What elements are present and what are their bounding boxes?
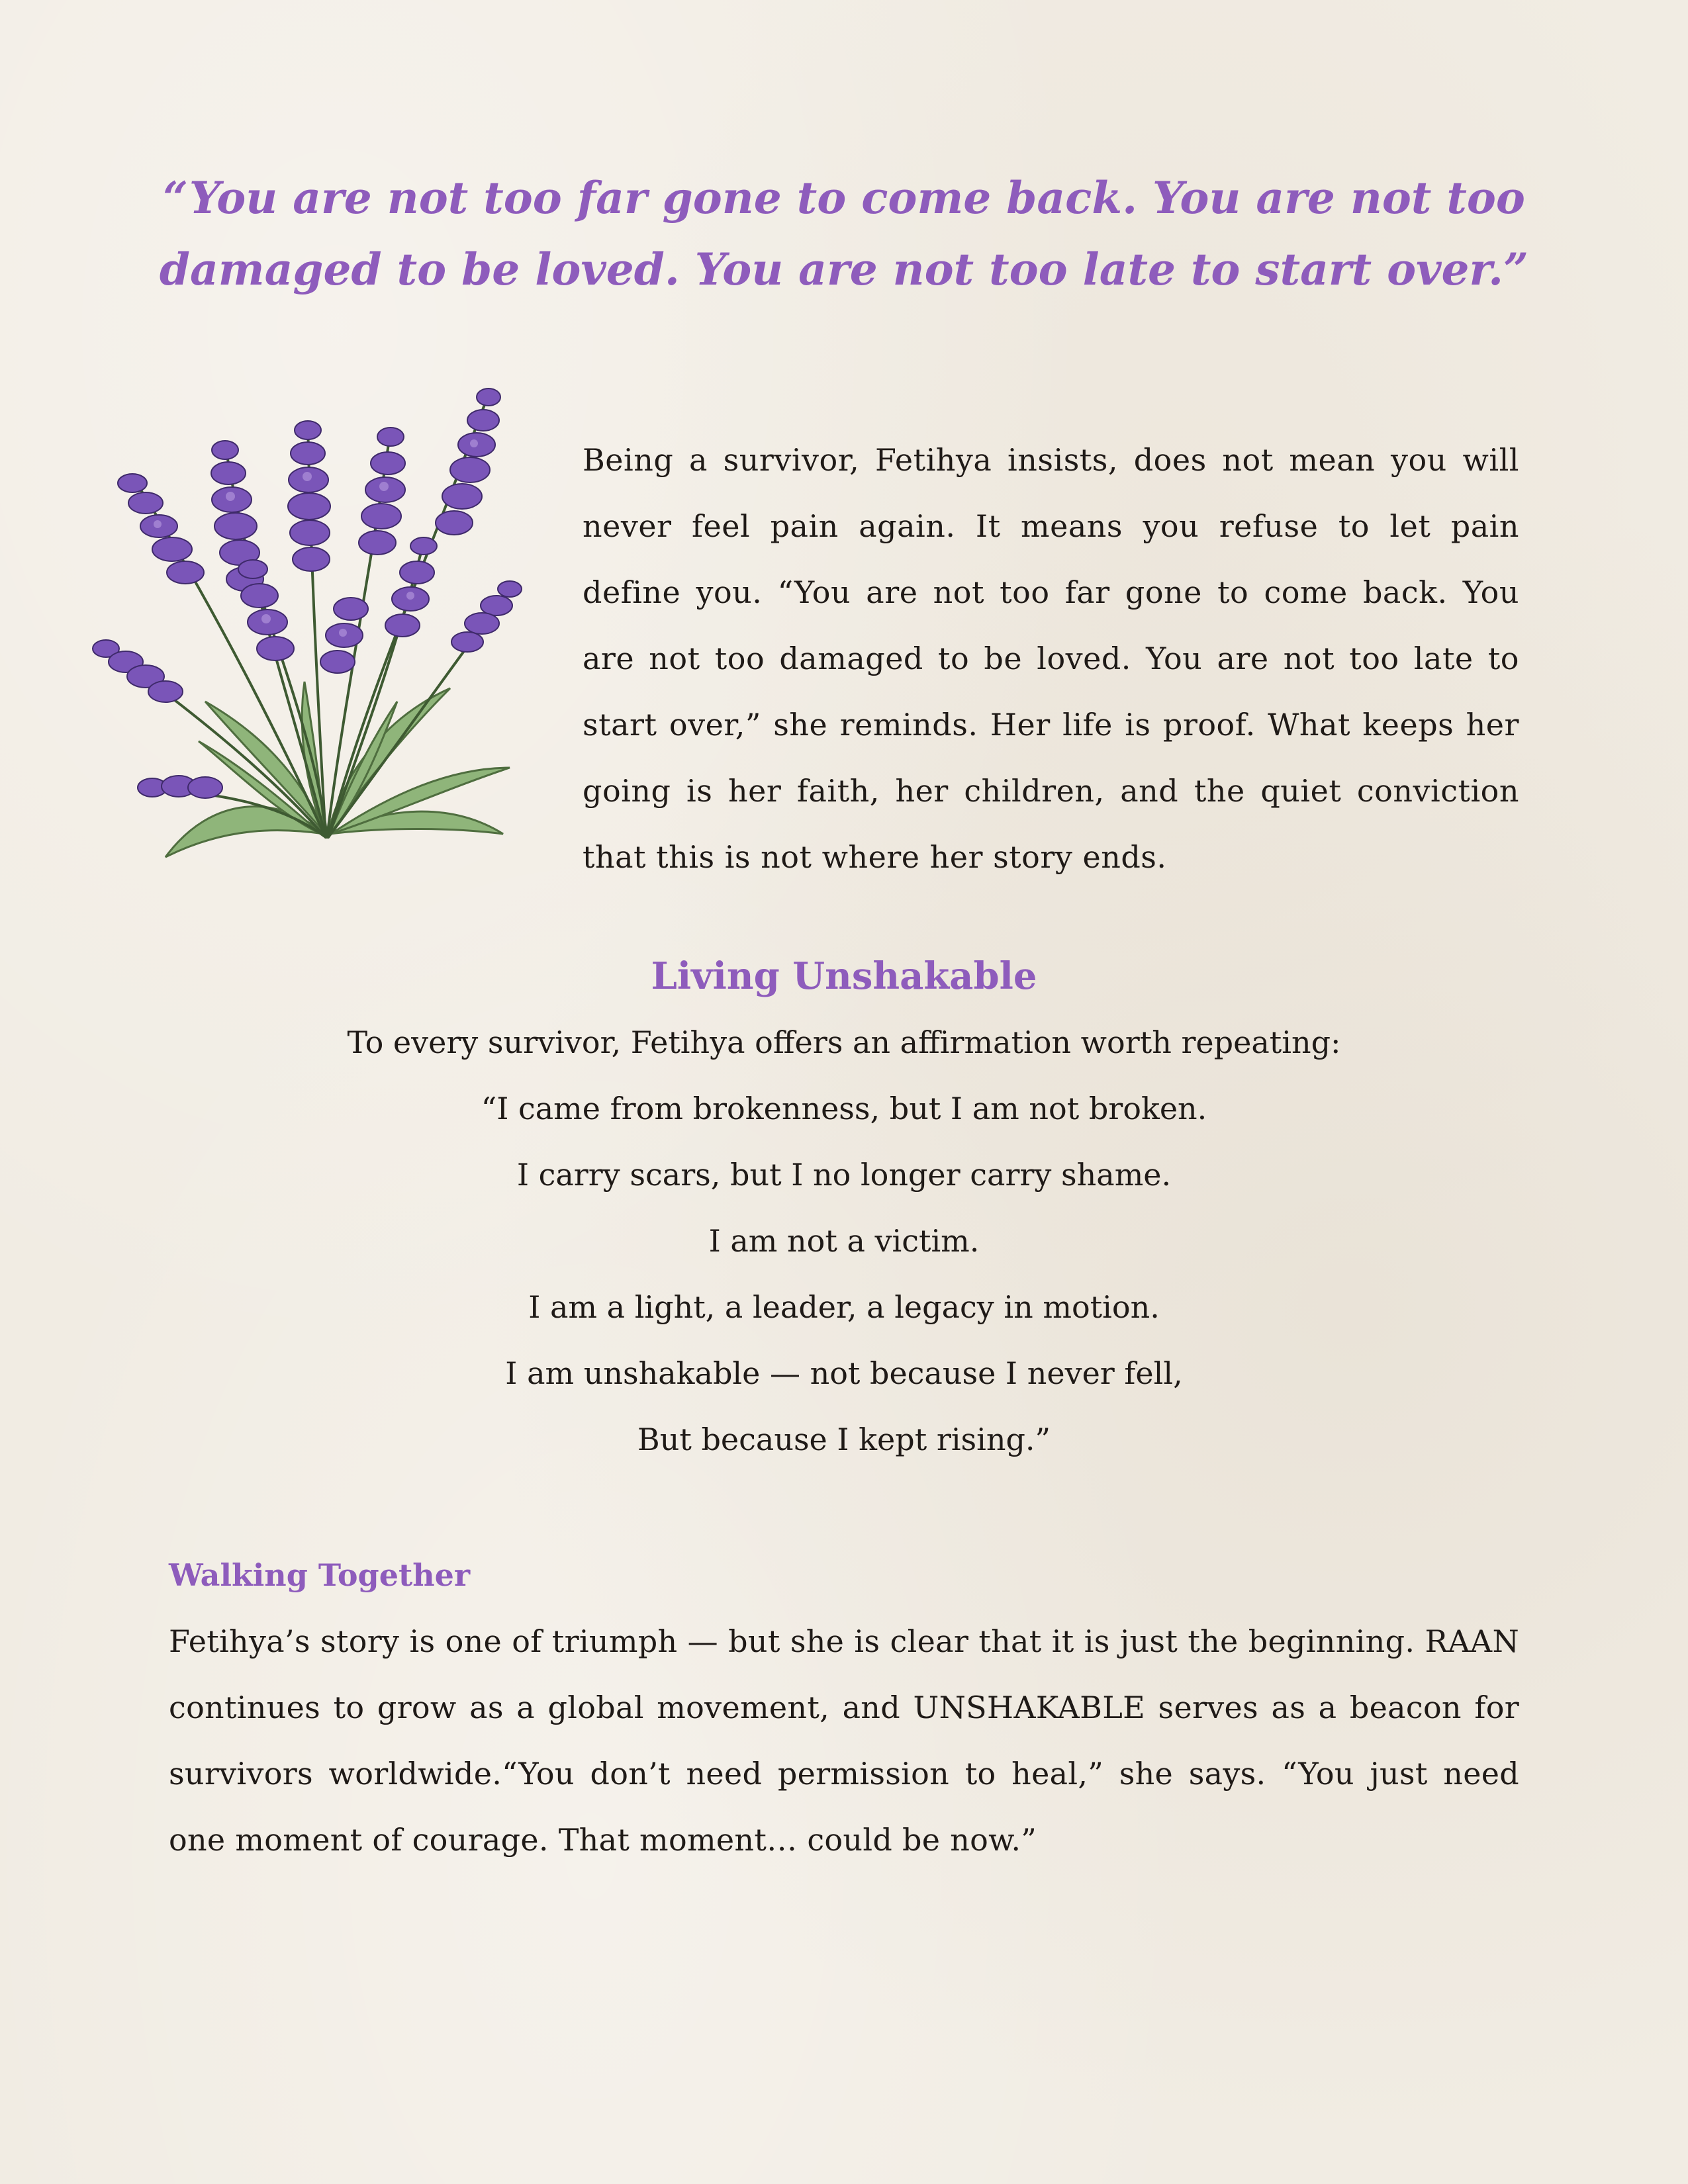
living-unshakable-heading: Living Unshakable xyxy=(651,954,1037,998)
affirmation-line: I am unshakable — not because I never fell, xyxy=(505,1355,1183,1391)
pull-quote: “You are not too far gone to come back. You are not too damaged to be loved. You are not too late to start over.” xyxy=(159,172,1529,295)
walking-together-heading: Walking Together xyxy=(169,1557,471,1593)
affirmation-line: I carry scars, but I no longer carry shame. xyxy=(516,1157,1172,1193)
affirmation-block xyxy=(0,1009,1688,1473)
lavender-bouquet-illustration xyxy=(79,371,543,874)
affirmation-intro: To every survivor, Fetihya offers an affirmation worth repeating: xyxy=(347,1024,1341,1060)
affirmation-line: “I came from brokenness, but I am not broken. xyxy=(481,1091,1207,1126)
affirmation-line: I am not a victim. xyxy=(708,1223,980,1259)
walking-together-paragraph: Fetihya’s story is one of triumph — but she is clear that it is just the beginning. RAAN continues to grow as a global movement, and UNSHAKABLE serves as a beacon for survivors worldwide.“You don’t need permission to heal,” she says. “You just need one moment of courage. That moment… could be now.” xyxy=(169,1623,1519,1858)
intro-paragraph: Being a survivor, Fetihya insists, does not mean you will never feel pain again. It means you refuse to let pain define you. “You are not too far gone to come back. You are not too damaged to be loved. You are not too late to start over,” she reminds. Her life is proof. What keeps her going is her faith, her children, and the quiet conviction that this is not where her story ends. xyxy=(583,442,1519,875)
affirmation-line: I am a light, a leader, a legacy in motion. xyxy=(528,1289,1160,1325)
affirmation-line: But because I kept rising.” xyxy=(637,1422,1051,1457)
